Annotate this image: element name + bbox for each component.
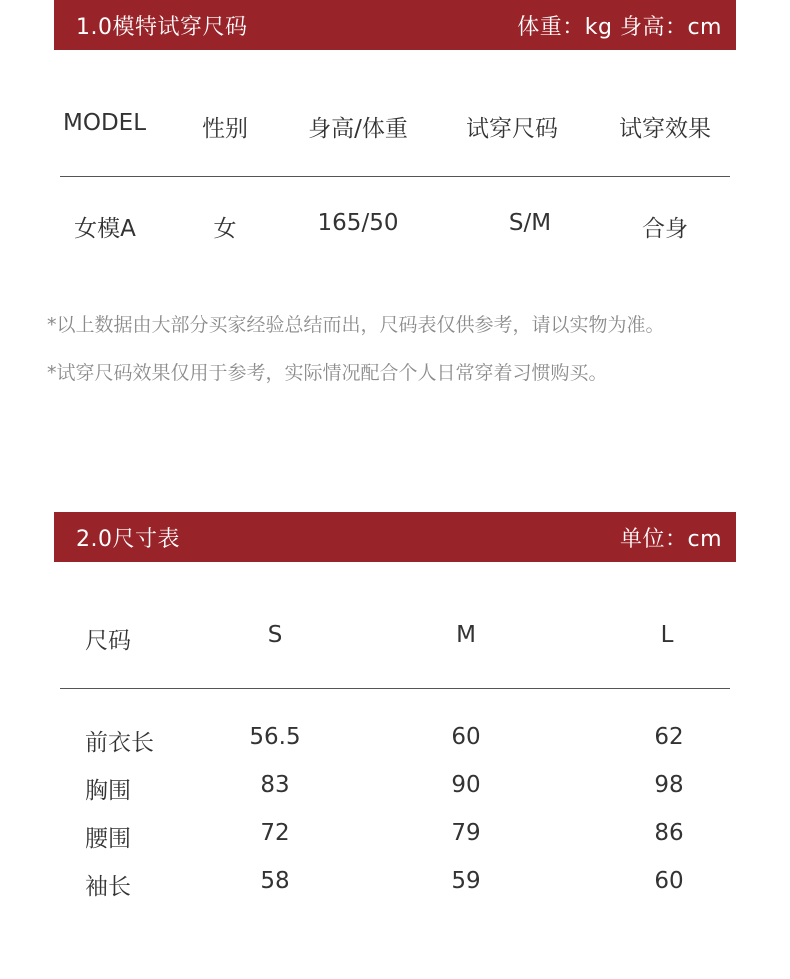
- model-row-fit-effect: 合身: [642, 216, 688, 242]
- size-row-value-s: 83: [260, 772, 290, 798]
- size-row-value-m: 90: [451, 772, 481, 798]
- model-row-gender: 女: [213, 216, 237, 242]
- model-section-banner: [54, 0, 736, 50]
- model-row-name: 女模A: [74, 216, 136, 242]
- size-row-value-m: 60: [451, 724, 481, 750]
- size-row-label: 腰围: [85, 826, 131, 852]
- model-header-gender: 性别: [202, 116, 248, 142]
- size-row-value-m: 59: [451, 868, 481, 894]
- model-row-trial-size: S/M: [508, 210, 552, 236]
- model-section-units: 体重：kg 身高：cm: [517, 14, 722, 40]
- model-section-title: 1.0模特试穿尺码: [76, 14, 248, 40]
- size-row-value-s: 56.5: [249, 724, 301, 750]
- size-header-l: L: [660, 622, 674, 648]
- size-row-value-l: 86: [654, 820, 684, 846]
- size-row-value-l: 62: [654, 724, 684, 750]
- size-table-divider: [60, 688, 730, 689]
- size-row-label: 前衣长: [85, 730, 154, 756]
- size-row-value-s: 72: [260, 820, 290, 846]
- size-row-value-l: 60: [654, 868, 684, 894]
- size-row-value-s: 58: [260, 868, 290, 894]
- note-line: *以上数据由大部分买家经验总结而出，尺码表仅供参考，请以实物为准。: [47, 314, 665, 336]
- size-section-title: 2.0尺寸表: [76, 526, 180, 552]
- model-header-height-weight: 身高/体重: [308, 116, 408, 142]
- size-row-value-m: 79: [451, 820, 481, 846]
- model-header-model: MODEL: [63, 110, 147, 136]
- model-header-fit-effect: 试穿效果: [619, 116, 711, 142]
- size-row-label: 胸围: [85, 778, 131, 804]
- size-row-label: 袖长: [85, 874, 131, 900]
- size-header-m: M: [456, 622, 476, 648]
- size-row-value-l: 98: [654, 772, 684, 798]
- size-section-banner: [54, 512, 736, 562]
- size-header-label: 尺码: [85, 628, 131, 654]
- note-line: *试穿尺码效果仅用于参考，实际情况配合个人日常穿着习惯购买。: [47, 362, 608, 384]
- model-header-trial-size: 试穿尺码: [466, 116, 558, 142]
- size-header-s: S: [267, 622, 283, 648]
- model-table-divider: [60, 176, 730, 177]
- model-row-height-weight: 165/50: [317, 210, 399, 236]
- size-section-units: 单位：cm: [619, 526, 722, 552]
